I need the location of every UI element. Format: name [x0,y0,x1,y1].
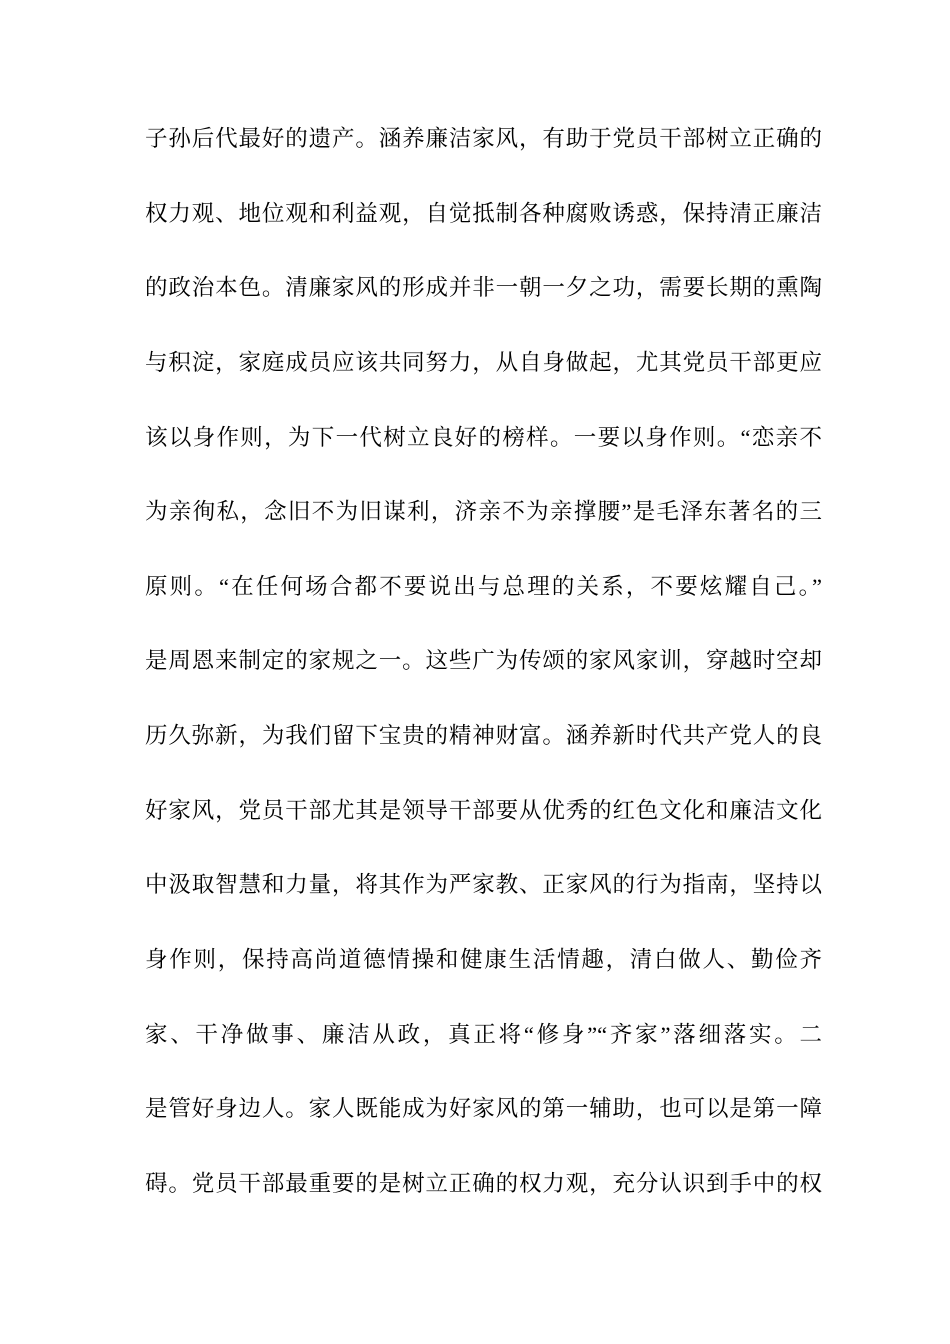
text-line: 身作则，保持高尚道德情操和健康生活情趣，清白做人、勤俭齐 [145,947,822,973]
text-line: 中汲取智慧和力量，将其作为严家教、正家风的行为指南，坚持以 [145,872,822,898]
text-line: 权力观、地位观和利益观，自觉抵制各种腐败诱惑，保持清正廉洁 [145,200,822,226]
text-line: 好家风，党员干部尤其是领导干部要从优秀的红色文化和廉洁文化 [145,797,822,823]
paragraph-text-block [145,102,822,1222]
text-line: 历久弥新，为我们留下宝贵的精神财富。涵养新时代共产党人的良 [145,723,822,749]
text-line: 是周恩来制定的家规之一。这些广为传颂的家风家训，穿越时空却 [145,648,822,674]
text-line: 家、干净做事、廉洁从政，真正将“修身”“齐家”落细落实。二 [145,1021,822,1047]
text-line: 该以身作则，为下一代树立良好的榜样。一要以身作则。“恋亲不 [145,424,822,450]
text-line: 为亲徇私，念旧不为旧谋利，济亲不为亲撑腰”是毛泽东著名的三 [145,499,822,525]
text-line: 原则。“在任何场合都不要说出与总理的关系，不要炫耀自己。” [145,573,822,599]
text-line: 的政治本色。清廉家风的形成并非一朝一夕之功，需要长期的熏陶 [145,275,822,301]
text-line: 子孙后代最好的遗产。涵养廉洁家风，有助于党员干部树立正确的 [145,126,822,151]
text-line: 碍。党员干部最重要的是树立正确的权力观，充分认识到手中的权 [145,1170,822,1196]
text-line: 是管好身边人。家人既能成为好家风的第一辅助，也可以是第一障 [145,1096,822,1122]
text-line: 与积淀，家庭成员应该共同努力，从自身做起，尤其党员干部更应 [145,349,822,375]
